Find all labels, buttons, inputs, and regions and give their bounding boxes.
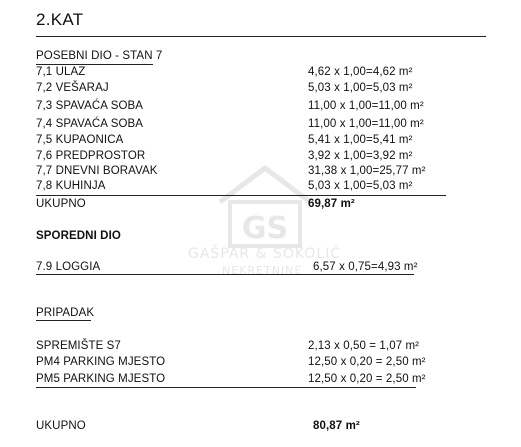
watermark-brand: GAŠPAR & SOKOLIĆ — [188, 246, 342, 262]
appurtenance-row-label: PM5 PARKING MJESTO — [36, 373, 166, 385]
appurtenance-row-calc: 2,13 x 0,50 = 1,07 m² — [308, 340, 420, 352]
unit-total-value: 69,87 m² — [308, 198, 355, 210]
appurtenance-section-underline — [36, 320, 91, 321]
secondary-row-underline — [36, 274, 414, 275]
unit-section-underline — [36, 64, 153, 65]
unit-row-calc: 5,03 x 1,00=5,03 m² — [308, 180, 413, 192]
unit-row-calc: 5,41 x 1,00=5,41 m² — [308, 134, 413, 146]
unit-row-label: 7,4 SPAVAĆA SOBA — [36, 118, 144, 130]
appurtenance-section-title: PRIPADAK — [36, 307, 95, 319]
unit-row-label: 7,7 DNEVNI BORAVAK — [36, 165, 158, 177]
unit-row-label: 7,6 PREDPROSTOR — [36, 150, 146, 162]
unit-row-calc: 11,00 x 1,00=11,00 m² — [308, 118, 424, 130]
grand-total-label: UKUPNO — [36, 420, 86, 432]
unit-total-divider — [36, 195, 446, 196]
title-divider — [36, 36, 486, 37]
unit-row-calc: 11,00 x 1,00=11,00 m² — [308, 100, 424, 112]
unit-section-title: POSEBNI DIO - STAN 7 — [36, 50, 163, 62]
unit-row-label: 7,8 KUHINJA — [36, 180, 106, 192]
secondary-row-label: 7.9 LOGGIA — [36, 261, 101, 273]
appurtenance-row-calc: 12,50 x 0,20 = 2,50 m² — [308, 373, 426, 385]
unit-row-label: 7,3 SPAVAĆA SOBA — [36, 100, 144, 112]
secondary-section-title: SPOREDNI DIO — [36, 230, 121, 242]
unit-row-calc: 31,38 x 1,00=25,77 m² — [308, 165, 426, 177]
appurtenance-row-calc: 12,50 x 0,20 = 2,50 m² — [308, 356, 426, 368]
grand-total-value: 80,87 m² — [313, 420, 360, 432]
unit-row-calc: 5,03 x 1,00=5,03 m² — [308, 82, 413, 94]
unit-row-label: 7,1 ULAZ — [36, 66, 86, 78]
floor-title: 2.KAT — [36, 10, 84, 29]
unit-row-label: 7,2 VEŠARAJ — [36, 82, 109, 94]
unit-row-calc: 3,92 x 1,00=3,92 m² — [308, 150, 413, 162]
unit-row-label: 7,5 KUPAONICA — [36, 134, 124, 146]
unit-row-calc: 4,62 x 1,00=4,62 m² — [308, 66, 413, 78]
unit-total-label: UKUPNO — [36, 198, 86, 210]
appurtenance-underline — [36, 387, 416, 388]
appurtenance-row-label: PM4 PARKING MJESTO — [36, 356, 166, 368]
secondary-row-calc: 6,57 x 0,75=4,93 m² — [313, 261, 418, 273]
watermark-monogram: GS — [241, 211, 289, 246]
appurtenance-row-label: SPREMIŠTE S7 — [36, 340, 121, 352]
watermark-tagline: NEKRETNINE — [222, 264, 303, 277]
